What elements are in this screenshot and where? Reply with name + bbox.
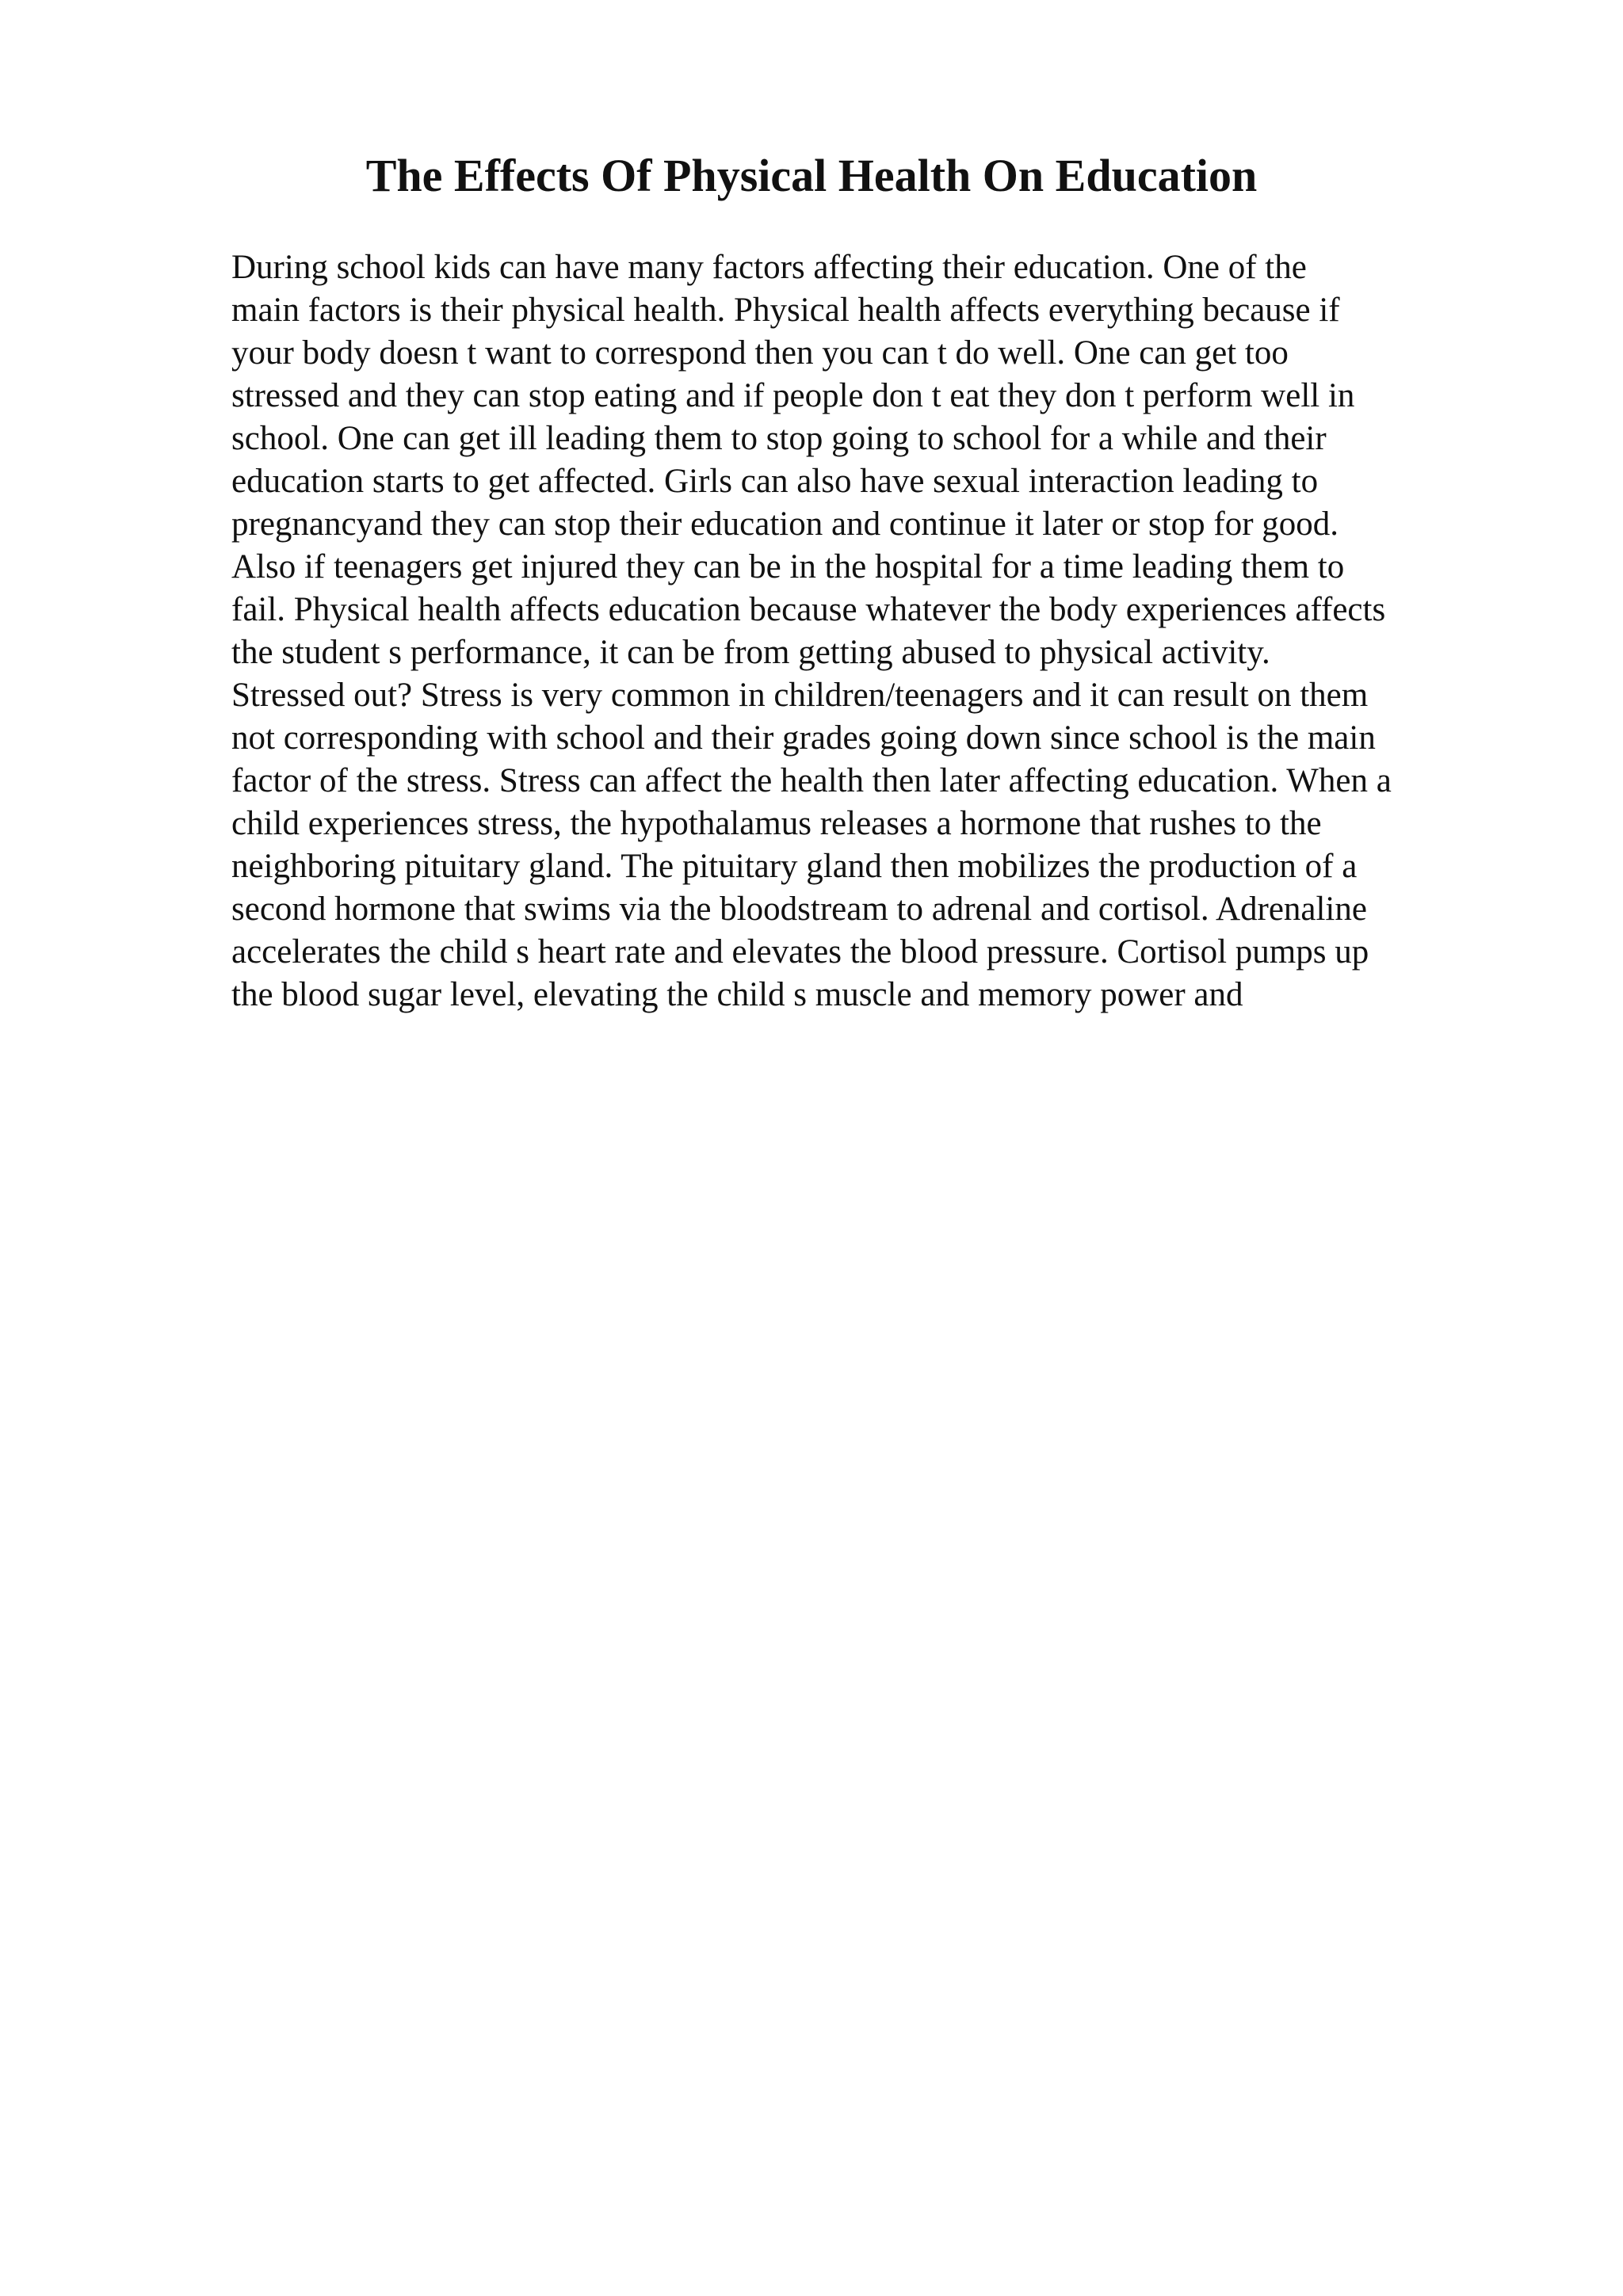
body-line: school. One can get ill leading them to stop going to school for a while and their [231,420,1327,457]
body-line: fail. Physical health affects education because whatever the body experiences affects [231,591,1386,628]
body-line: During school kids can have many factors affecting their education. One of the [231,249,1307,286]
body-line: Stressed out? Stress is very common in children/teenagers and it can result on them [231,677,1369,714]
body-line: your body doesn t want to correspond then you can t do well. One can get too [231,334,1289,372]
body-line: factor of the stress. Stress can affect the health then later affecting education. When a [231,762,1392,799]
document-title: The Effects Of Physical Health On Education [365,150,1258,201]
body-line: main factors is their physical health. Physical health affects everything because if [231,292,1340,329]
document-body [231,246,1499,1016]
body-line: the student s performance, it can be from getting abused to physical activity. [231,634,1270,671]
body-line: second hormone that swims via the bloodstream to adrenal and cortisol. Adrenaline [231,891,1367,928]
body-line: not corresponding with school and their grades going down since school is the main [231,719,1376,757]
body-line: the blood sugar level, elevating the child s muscle and memory power and [231,976,1243,1013]
body-line: pregnancyand they can stop their education and continue it later or stop for good. [231,505,1339,543]
body-line: child experiences stress, the hypothalamus releases a hormone that rushes to the [231,805,1322,842]
body-line: stressed and they can stop eating and if people don t eat they don t perform well in [231,377,1355,414]
body-line: education starts to get affected. Girls can also have sexual interaction leading to [231,463,1319,500]
body-line: accelerates the child s heart rate and elevates the blood pressure. Cortisol pumps up [231,933,1369,971]
body-line: Also if teenagers get injured they can be in the hospital for a time leading them to [231,548,1345,585]
body-line: neighboring pituitary gland. The pituitary gland then mobilizes the production of a [231,848,1358,885]
